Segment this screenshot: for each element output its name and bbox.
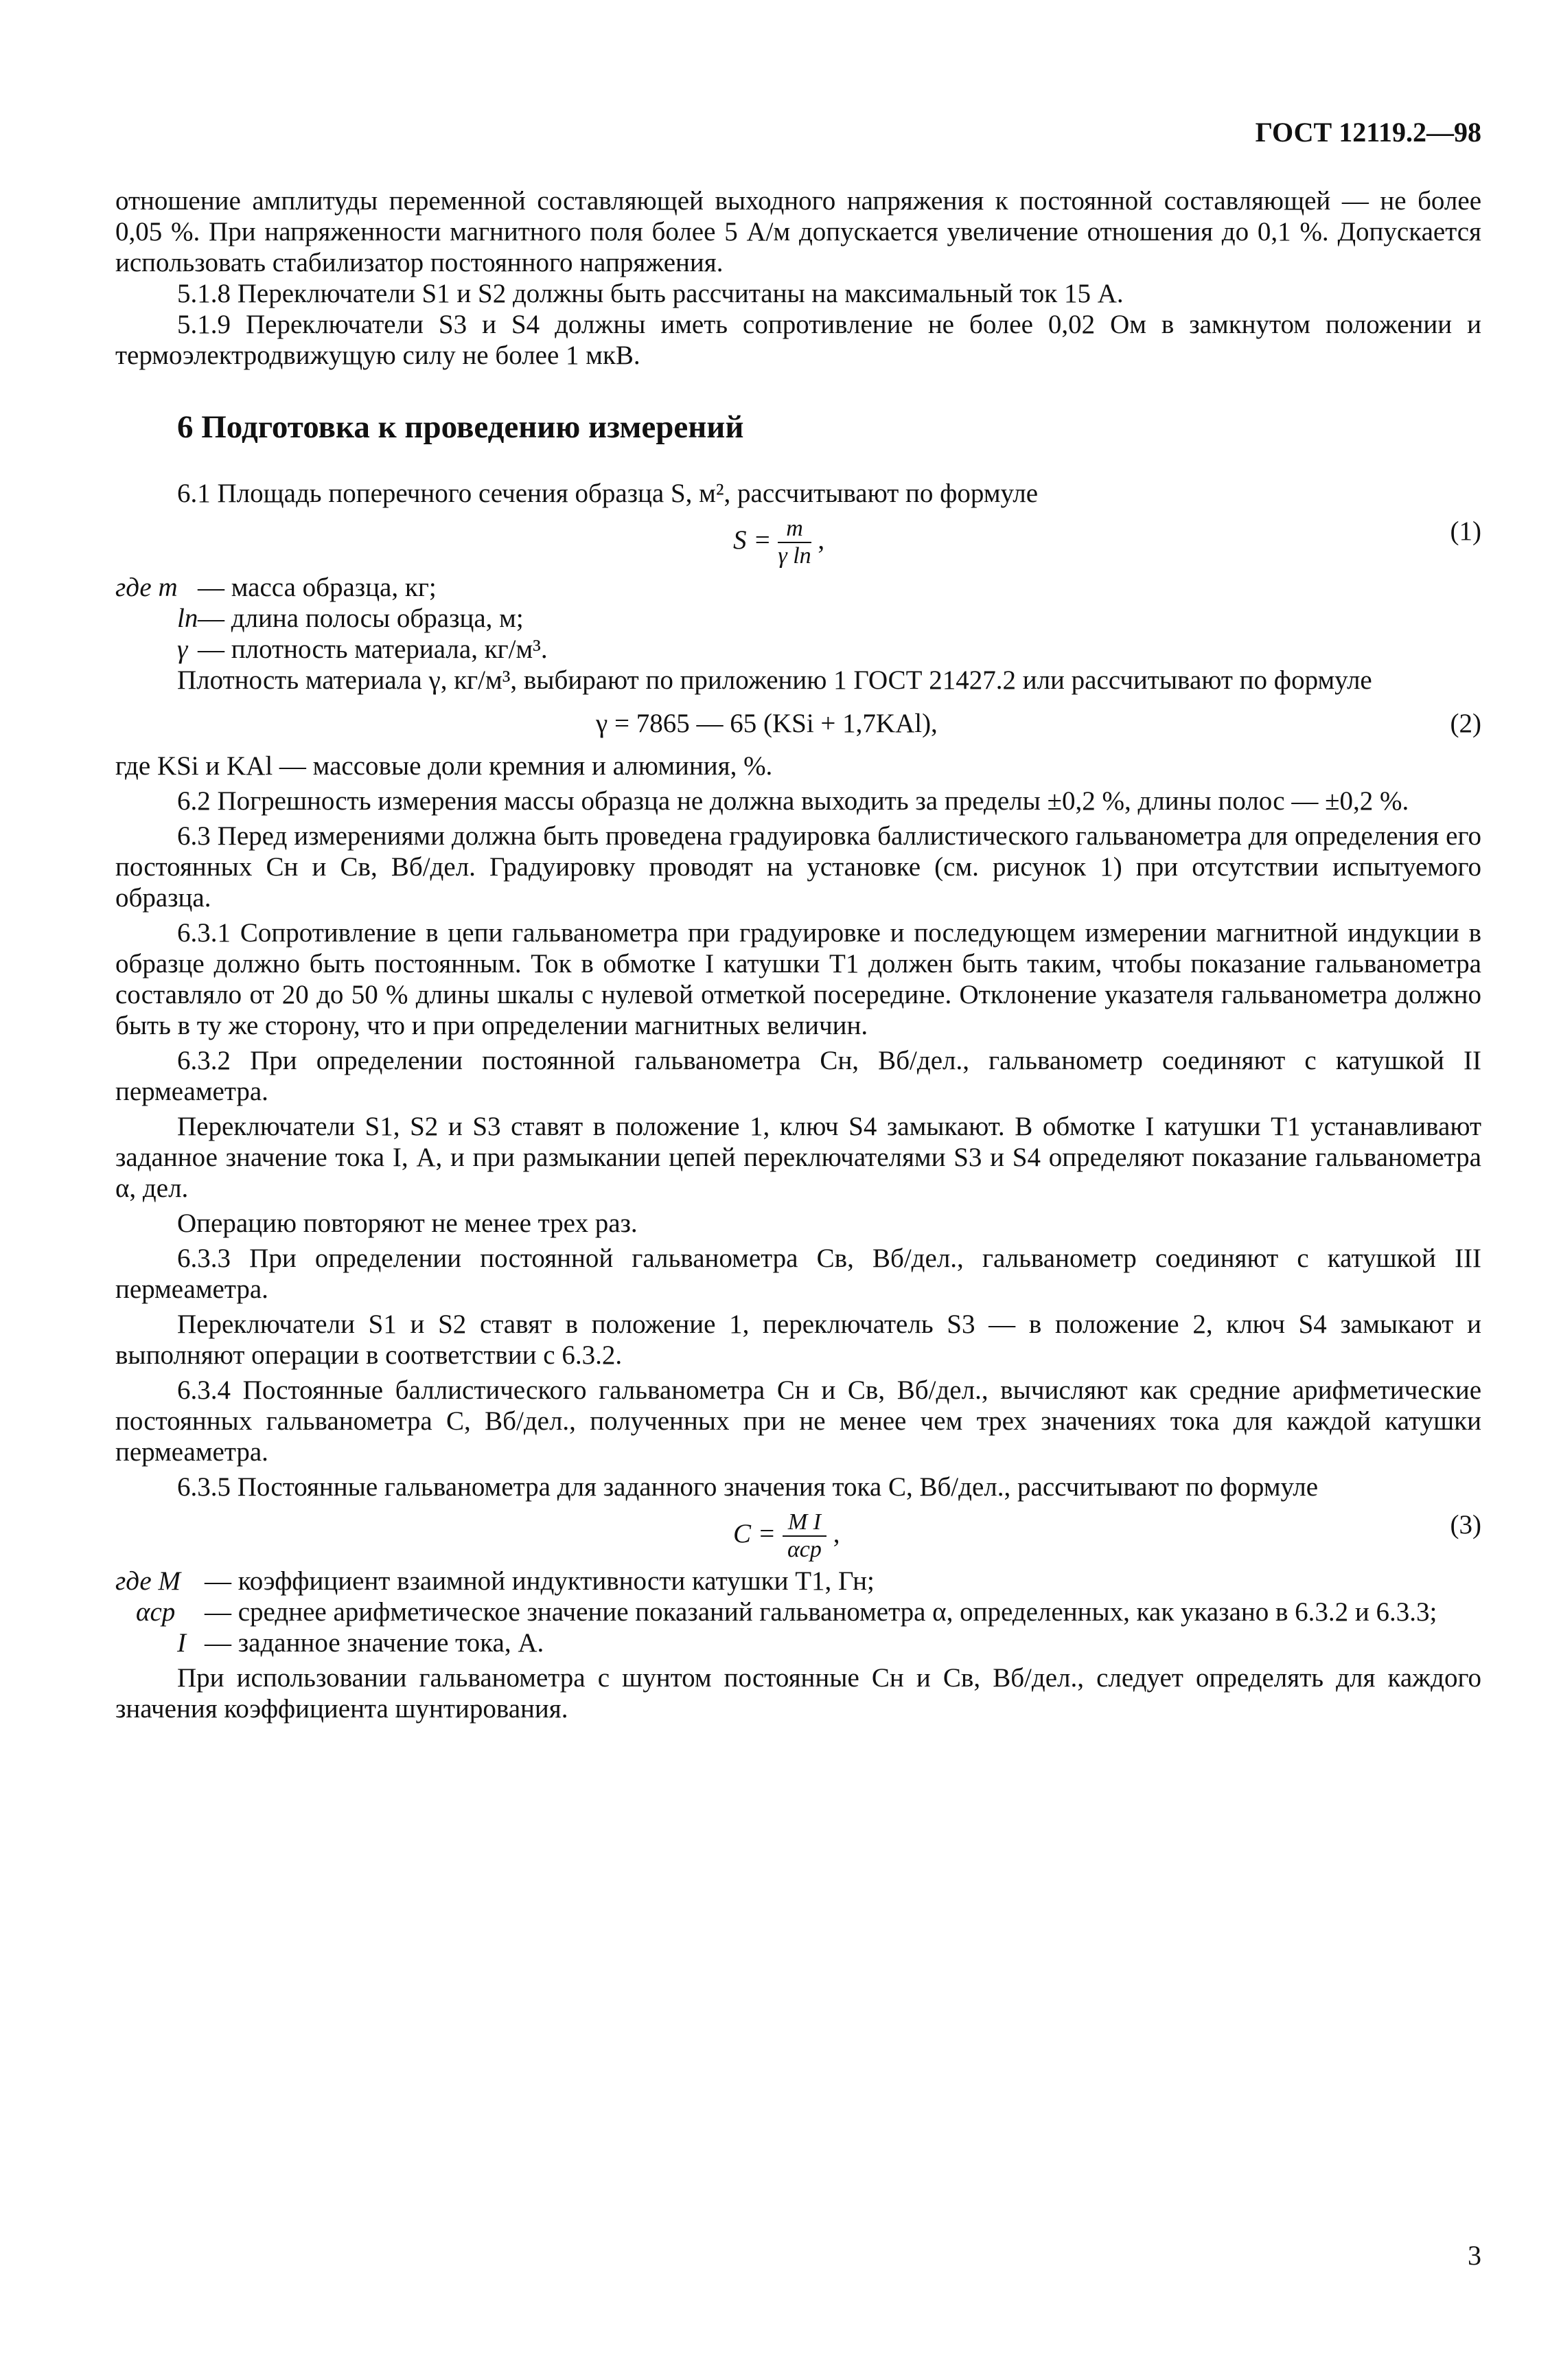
paragraph-6-3-4: 6.3.4 Постоянные баллистического гальванометра Cн и Cв, Вб/дел., вычисляют как средние арифметические постоянных гальванометра C, Вб/дел., полученных при не менее чем трех значениях тока для каждой катушки пермеаметра. [115, 1375, 1481, 1467]
where-list-1 [115, 572, 1481, 665]
page-number: 3 [1468, 2240, 1481, 2271]
where-1-row [115, 603, 1481, 634]
paragraph-6-3-5: 6.3.5 Постоянные гальванометра для заданного значения тока C, Вб/дел., рассчитывают по формуле [177, 1472, 1319, 1502]
formula-3 [115, 1502, 1481, 1566]
where-3-symbol: I [177, 1628, 186, 1658]
document-header [115, 117, 1481, 185]
where-2: где KSi и KAl — массовые доли кремния и алюминия, %. [115, 751, 773, 781]
formula-3-lhs: C = [733, 1518, 776, 1548]
paragraph-intro: отношение амплитуды переменной составляющей выходного напряжения к постоянной составляющей — не более 0,05 %. При напряженности магнитного поля более 5 А/м допускается увеличение отношения до 0,1 %. Допускается использовать стабилизатор постоянного напряжения. [115, 186, 1481, 277]
where-1-symbol: lп [177, 604, 198, 633]
where-1-text: — плотность материала, кг/м³. [198, 634, 548, 664]
paragraph-shunt: При использовании гальванометра с шунтом постоянные Cн и Cв, Вб/дел., следует определять для каждого значения коэффициента шунтирования. [115, 1663, 1481, 1724]
where-1-symbol: где m [115, 573, 178, 602]
formula-3-numerator: M I [783, 1509, 826, 1537]
paragraph-6-3-1: 6.3.1 Сопротивление в цепи гальванометра при градуировке и последующем измерении магнитной индукции в образце должно быть постоянным. Ток в обмотке I катушки T1 должен быть таким, чтобы показание гальванометра составляло от 20 до 50 % длины шкалы с нулевой отметкой посередине. Отклонение указателя гальванометра должно быть в ту же сторону, что и при определении магнитных величин. [115, 918, 1481, 1040]
formula-1-numerator: m [778, 516, 811, 543]
where-1-row [115, 572, 1481, 603]
paragraph-6-3-2-c: Операцию повторяют не менее трех раз. [177, 1209, 638, 1238]
paragraph-6-2: 6.2 Погрешность измерения массы образца не должна выходить за пределы ±0,2 %, длины полос — ±0,2 %. [177, 786, 1409, 816]
paragraph-5-1-8: 5.1.8 Переключатели S1 и S2 должны быть рассчитаны на максимальный ток 15 А. [177, 279, 1124, 308]
formula-1-tail: , [818, 525, 825, 555]
formula-3-tail: , [833, 1518, 840, 1548]
where-1-text: — длина полосы образца, м; [198, 604, 524, 633]
where-1-row [115, 634, 1481, 665]
paragraph-6-1: 6.1 Площадь поперечного сечения образца S, м², рассчитывают по формуле [177, 479, 1039, 508]
where-3-row [115, 1627, 1481, 1658]
where-1-text: — масса образца, кг; [198, 573, 437, 602]
document-page [115, 117, 1481, 1724]
paragraph-6-3-3-b: Переключатели S1 и S2 ставят в положение 1, переключатель S3 — в положение 2, ключ S4 замыкают и выполняют операции в соответствии с 6.3.2. [115, 1309, 1481, 1370]
formula-2-text: γ = 7865 — 65 (KSi + 1,7KAl), [596, 709, 938, 738]
where-list-3 [115, 1566, 1481, 1658]
paragraph-6-3-2-b: Переключатели S1, S2 и S3 ставят в положение 1, ключ S4 замыкают. В обмотке I катушки T1 устанавливают заданное значение тока I, А, и при размыкании цепей переключателями S3 и S4 определяют показание гальванометра α, дел. [115, 1112, 1481, 1203]
formula-2 [115, 696, 1481, 751]
section-heading: 6 Подготовка к проведению измерений [177, 409, 744, 445]
where-3-row [115, 1566, 1481, 1597]
formula-1-denominator: γ lп [778, 543, 811, 569]
where-3-symbol: αср [136, 1597, 176, 1627]
formula-1-lhs: S = [733, 525, 772, 555]
formula-1-fraction [778, 516, 811, 569]
standard-id: ГОСТ 12119.2—98 [1255, 117, 1481, 148]
equation-number-2: (2) [1450, 709, 1481, 738]
formula-3-denominator: αср [787, 1537, 822, 1562]
paragraph-6-3-3: 6.3.3 При определении постоянной гальванометра Cв, Вб/дел., гальванометр соединяют с катушкой III пермеаметра. [115, 1244, 1481, 1304]
where-3-text: — коэффициент взаимной индуктивности катушки T1, Гн; [205, 1566, 875, 1596]
paragraph-6-3-2: 6.3.2 При определении постоянной гальванометра Cн, Вб/дел., гальванометр соединяют с катушкой II пермеаметра. [115, 1046, 1481, 1106]
where-3-row [115, 1597, 1481, 1627]
equation-number-3: (3) [1450, 1510, 1481, 1540]
paragraph-density: Плотность материала γ, кг/м³, выбирают по приложению 1 ГОСТ 21427.2 или рассчитывают по формуле [177, 665, 1372, 695]
where-1-symbol: γ [177, 634, 188, 664]
where-3-text: — заданное значение тока, А. [205, 1628, 544, 1658]
formula-3-fraction [783, 1509, 826, 1563]
where-3-text: — среднее арифметическое значение показаний гальванометра α, определенных, как указано в 6.3.2 и 6.3.3; [205, 1597, 1437, 1627]
paragraph-6-3: 6.3 Перед измерениями должна быть проведена градуировка баллистического гальванометра для определения его постоянных Cн и Cв, Вб/дел. Градуировку проводят на установке (см. рисунок 1) при отсутствии испытуемого образца. [115, 821, 1481, 913]
where-3-symbol: где M [115, 1566, 181, 1596]
paragraph-5-1-9: 5.1.9 Переключатели S3 и S4 должны иметь сопротивление не более 0,02 Ом в замкнутом положении и термоэлектродвижущую силу не более 1 мкВ. [115, 310, 1481, 370]
equation-number-1: (1) [1450, 516, 1481, 546]
formula-1 [115, 509, 1481, 572]
